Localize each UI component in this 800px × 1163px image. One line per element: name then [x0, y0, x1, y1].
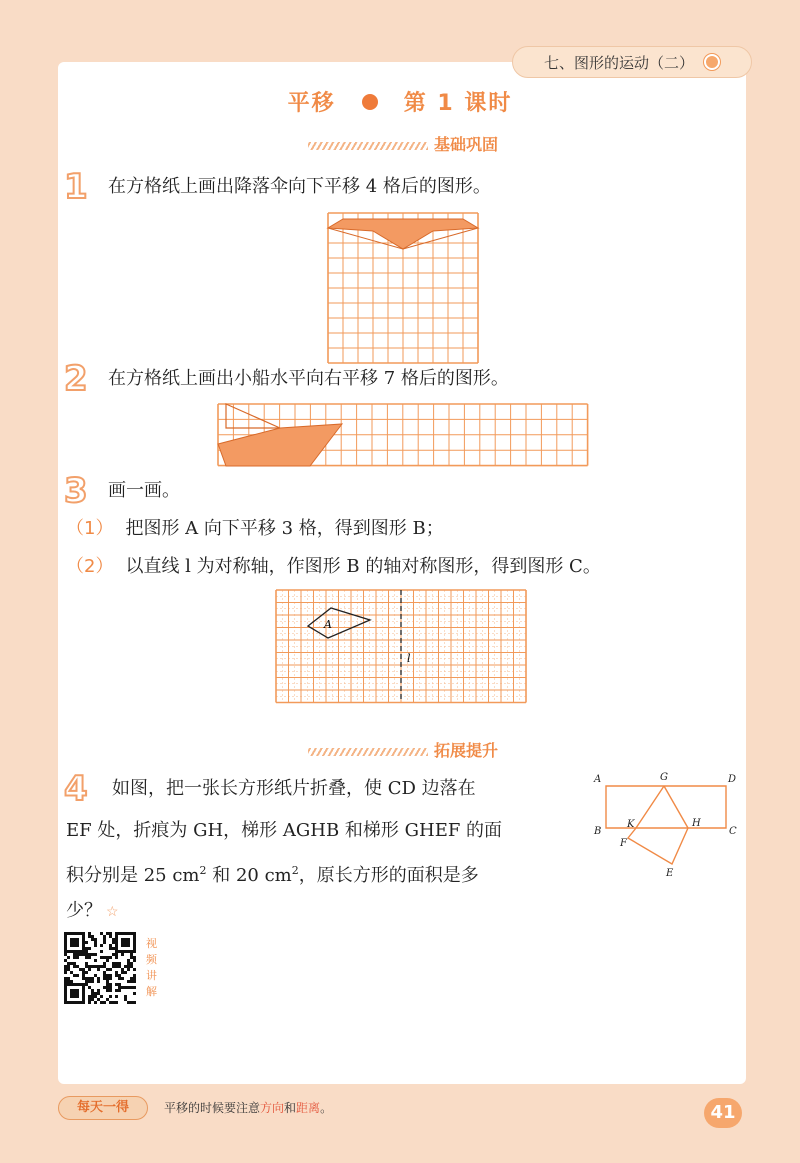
tip-part-1: 平移的时候要注意 [164, 1101, 261, 1115]
lesson-number: 第 1 课时 [403, 91, 513, 116]
boat-hull [218, 424, 342, 466]
footer-tip [164, 1099, 332, 1116]
label-b-point: B [594, 826, 602, 837]
tip-part-3: 。 [320, 1101, 333, 1115]
boat-sail [226, 404, 280, 428]
line-3-end: ，原长方形的面积是多 [298, 865, 479, 886]
tip-highlight-direction: 方向 [260, 1101, 285, 1115]
lesson-topic: 平移 [287, 91, 336, 116]
stripe-decoration [308, 142, 428, 150]
question-3-sub-2 [66, 552, 601, 578]
label-l: l [407, 652, 411, 665]
lesson-title [0, 86, 800, 117]
boat-grid[interactable] [218, 404, 588, 466]
label-g-point: G [660, 772, 668, 783]
page-number: 41 [704, 1098, 742, 1128]
question-4-line-3 [66, 854, 586, 893]
label-a-point: A [594, 774, 602, 785]
question-number-3: 3 [64, 471, 88, 511]
label-c-point: C [729, 826, 737, 837]
fold-diagram [590, 770, 750, 880]
question-1-text: 在方格纸上画出降落伞向下平移 4 格后的图形。 [108, 176, 491, 197]
sub-1-text: 把图形 A 向下平移 3 格，得到图形 B； [125, 518, 444, 539]
sub-1-number: （1） [66, 518, 114, 539]
question-number-2: 2 [64, 359, 88, 399]
strawberry-icon [362, 94, 378, 110]
chapter-tab [512, 46, 752, 78]
area-2: 和 20 cm [206, 865, 292, 886]
rectangle-abcd [606, 786, 726, 828]
shape-a-grid[interactable] [276, 590, 526, 700]
sup-2: 2 [291, 864, 299, 877]
stripe-decoration [308, 748, 428, 756]
section-basic [0, 132, 800, 155]
qr-label: 视频讲解 [146, 937, 157, 998]
question-number-4: 4 [64, 769, 88, 809]
tip-highlight-distance: 距离 [296, 1101, 321, 1115]
question-number-1: 1 [64, 167, 88, 207]
area-1: 积分别是 25 cm [66, 865, 200, 886]
line-gh [664, 786, 688, 828]
footer-badge: 每天一得 [58, 1096, 148, 1120]
question-4-line-4 [66, 894, 586, 929]
label-f-point: F [620, 838, 627, 849]
label-d-point: D [728, 774, 737, 785]
label-a: A [324, 618, 332, 631]
section-basic-label: 基础巩固 [433, 135, 498, 154]
question-4-line-1: 如图，把一张长方形纸片折叠，使 CD 边落在 [112, 778, 476, 799]
chapter-dot-icon [704, 54, 720, 70]
sub-2-number: （2） [66, 556, 114, 577]
line-gk [636, 786, 664, 828]
star-icon: ☆ [106, 904, 119, 920]
tip-part-2: 和 [284, 1101, 297, 1115]
sub-2-text: 以直线 l 为对称轴，作图形 B 的轴对称图形，得到图形 C。 [125, 556, 601, 577]
label-h-point: H [692, 818, 701, 829]
qr-code[interactable] [64, 932, 136, 1004]
question-3-sub-1 [66, 514, 444, 540]
question-2-text: 在方格纸上画出小船水平向右平移 7 格后的图形。 [108, 368, 509, 389]
parachute-grid[interactable] [328, 213, 478, 357]
line-4-text: 少？ [66, 900, 102, 921]
question-3-text: 画一画。 [108, 480, 180, 501]
sup-1: 2 [199, 864, 207, 877]
folded-part [628, 828, 688, 864]
section-extend-label: 拓展提升 [433, 741, 498, 760]
section-extend [0, 738, 800, 761]
chapter-title: 七、图形的运动（二） [543, 53, 694, 72]
label-e-point: E [666, 868, 674, 879]
question-4-line-2: EF 处，折痕为 GH，梯形 AGHB 和梯形 GHEF 的面 [66, 820, 503, 841]
label-k-point: K [627, 819, 635, 830]
